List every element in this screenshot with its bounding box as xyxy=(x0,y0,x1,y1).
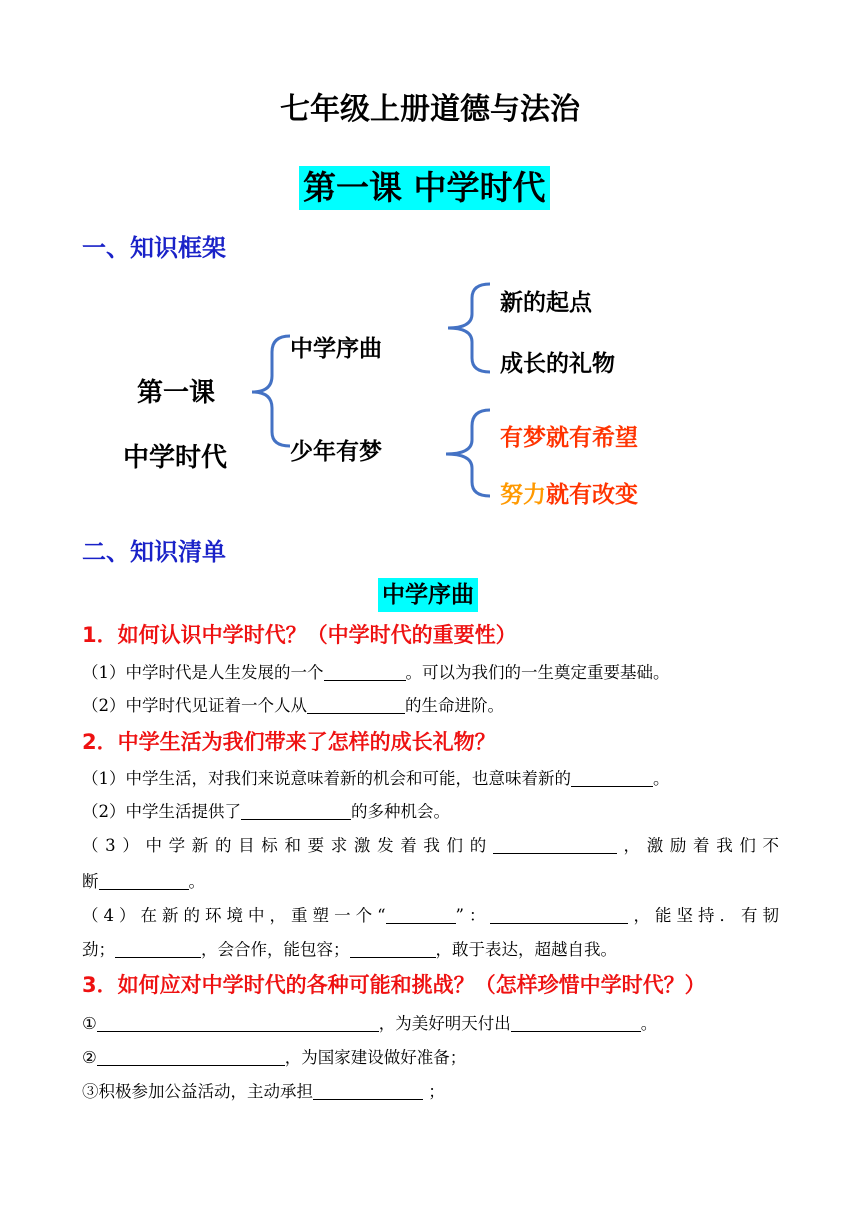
q3-l1-text-a: ① xyxy=(82,1014,97,1033)
lesson-title: 第一课 中学时代 xyxy=(299,166,550,210)
fill-blank[interactable] xyxy=(493,835,617,854)
q2-l4-text-a: （4）在新的环境中，重塑一个“ xyxy=(82,906,386,925)
q2-l4-text-e: ，会合作，能包容； xyxy=(201,940,350,959)
mindmap-root-line1: 第一课 xyxy=(137,378,216,408)
question-3-title: 3．如何应对中学时代的各种可能和挑战？（怎样珍惜中学时代？） xyxy=(82,973,706,997)
q1-l1-text-a: （1）中学时代是人生发展的一个 xyxy=(82,663,324,682)
q2-line-4-cont xyxy=(82,936,617,960)
fill-blank[interactable] xyxy=(241,801,351,820)
question-1-title: 1．如何认识中学时代？（中学时代的重要性） xyxy=(82,623,517,647)
fill-blank[interactable] xyxy=(511,1013,641,1032)
root-brace xyxy=(252,336,290,446)
q3-line-2 xyxy=(82,1044,466,1068)
document-title: 七年级上册道德与法治 xyxy=(280,92,580,127)
q2-l3-text-c: 断 xyxy=(82,872,99,891)
q3-l1-text-b: ，为美好明天付出 xyxy=(378,1014,511,1033)
mindmap-branch-2: 少年有梦 xyxy=(290,439,382,465)
fill-blank[interactable] xyxy=(307,695,405,714)
q3-l2-text-b: ，为国家建设做好准备； xyxy=(284,1048,467,1067)
q1-l2-text-b: 的生命进阶。 xyxy=(405,696,504,715)
fill-blank[interactable] xyxy=(99,871,189,890)
q2-l2-text-a: （2）中学生活提供了 xyxy=(82,802,241,821)
q3-l1-text-c: 。 xyxy=(640,1014,658,1033)
q2-l1-text-b: 。 xyxy=(653,769,670,788)
q2-l4-text-f: ，敢于表达，超越自我。 xyxy=(435,940,617,959)
branch2-brace xyxy=(446,410,490,496)
q1-l2-text-a: （2）中学时代见证着一个人从 xyxy=(82,696,307,715)
fill-blank[interactable] xyxy=(490,905,628,924)
branch1-brace xyxy=(448,284,490,372)
q2-l4-text-b: ”： xyxy=(455,906,491,925)
q3-l3-text-a: ③积极参加公益活动，主动承担 xyxy=(82,1082,313,1101)
fill-blank[interactable] xyxy=(324,662,406,681)
mindmap-leaf-4 xyxy=(500,476,638,509)
q3-l3-text-b: ； xyxy=(423,1082,445,1101)
q2-l3-text-a: （3）中学新的目标和要求激发着我们的 xyxy=(82,836,493,855)
q2-line-1 xyxy=(82,765,670,789)
q1-l1-text-b: 。可以为我们的一生奠定重要基础。 xyxy=(405,663,670,682)
fill-blank[interactable] xyxy=(386,905,456,924)
q2-l4-text-c: ，能坚持．有韧 xyxy=(628,906,780,925)
fill-blank[interactable] xyxy=(350,939,436,958)
q2-l1-text-a: （1）中学生活，对我们来说意味着新的机会和可能，也意味着新的 xyxy=(82,769,571,788)
subsection-title: 中学序曲 xyxy=(378,578,478,612)
mindmap-leaf-1: 新的起点 xyxy=(500,290,592,316)
q2-line-4 xyxy=(82,902,779,926)
question-2-title: 2．中学生活为我们带来了怎样的成长礼物？ xyxy=(82,730,496,754)
mindmap-branch-1: 中学序曲 xyxy=(290,336,382,362)
q2-l3-text-b: ，激励着我们不 xyxy=(616,836,780,855)
mindmap-leaf-3: 有梦就有希望 xyxy=(500,425,638,451)
q3-line-3 xyxy=(82,1078,445,1102)
mindmap-leaf-2: 成长的礼物 xyxy=(500,351,615,377)
q2-l3-text-d: 。 xyxy=(188,872,205,891)
q3-l2-text-a: ② xyxy=(82,1048,97,1067)
q1-line-2 xyxy=(82,692,504,716)
mindmap-root-line2: 中学时代 xyxy=(123,443,228,473)
fill-blank[interactable] xyxy=(571,768,653,787)
mindmap-leaf-4-part1: 努力 xyxy=(500,482,546,508)
section-heading-framework: 一、知识框架 xyxy=(82,234,226,262)
section-heading-list: 二、知识清单 xyxy=(82,538,226,566)
q2-l4-text-d: 劲； xyxy=(82,940,115,959)
mindmap-leaf-4-part2: 就有改变 xyxy=(546,482,638,508)
q2-line-3 xyxy=(82,832,779,856)
q2-l2-text-b: 的多种机会。 xyxy=(351,802,450,821)
fill-blank[interactable] xyxy=(313,1081,423,1100)
q2-line-3-cont xyxy=(82,868,205,892)
q2-line-2 xyxy=(82,798,450,822)
q1-line-1 xyxy=(82,659,670,683)
fill-blank[interactable] xyxy=(97,1047,285,1066)
q3-line-1 xyxy=(82,1010,657,1034)
fill-blank[interactable] xyxy=(97,1013,379,1032)
fill-blank[interactable] xyxy=(115,939,201,958)
